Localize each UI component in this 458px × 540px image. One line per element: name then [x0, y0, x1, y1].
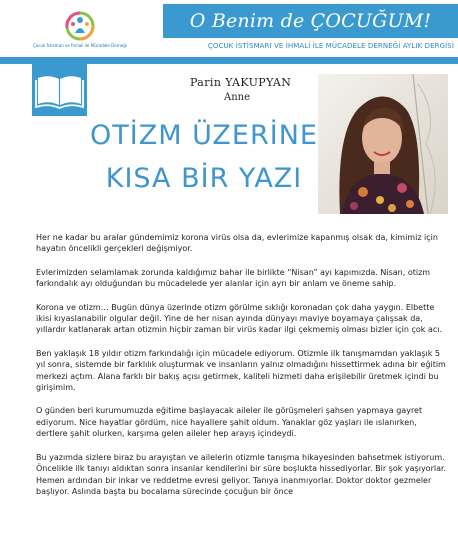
magazine-subtitle: ÇOCUK İSTİSMARI VE İHMALİ İLE MÜCADELE DERNEĞİ AYLIK DERGİSİ — [207, 42, 454, 50]
paragraph-5: O günden beri kurumumuzda eğitime başlayacak aileler ile görüşmeleri şahsen yapmaya gayret ediyorum. Nice hayatlar gördüm, nice hayallere şahit oldum. Yanaklar göz yaşları ile ıslanırken, dertlere şahit olurken, karşıma gelen aileler hep arayış içindeydi. — [36, 406, 423, 439]
open-book-icon — [32, 64, 87, 116]
author-name: Parin YAKUPYAN — [190, 76, 292, 89]
article-title-line-1: OTİZM ÜZERİNE — [90, 120, 318, 151]
author-role: Anne — [224, 92, 251, 103]
paragraph-4: Ben yaklaşık 18 yıldır otizm farkındalığı için mücadele ediyorum. Otizmle ilk tanışmamdan yaklaşık 5 yıl sonra, sistemde bir farklılık oluşturmak ve insanların yalnız olmadığını hissettirmek adına bir eğitim merkezi açtım. Alana farklı bir bakış açısı getirmek, kaliteli hizmeti daha erişilebilir üretmek içindi bu girişimim. — [36, 348, 446, 393]
paragraph-6: Bu yazımda sizlere biraz bu arayıştan ve ailelerin otizmle tanışma hikayesinden bahsetmek istiyorum. Öncelikle ilk tanıyı aldıktan sonra insanlar kendilerini bir süre boşlukta hissediyorlar. Bir şok yaşıyorlar. Hemen ardından bir inkar ve reddetme evresi geliyor. Tanıya inanmıyorlar. Doktor doktor gezmeler başlıyor. Aslında başta bu bocalama sürecinde çocuğun bir önce — [36, 452, 447, 496]
logo-text: Çocuk İstismarı ve İhmali ile Mücadele Derneği — [33, 43, 127, 48]
paragraph-1: Her ne kadar bu aralar gündemimiz korona virüs olsa da, evlerimize kapanmış olsak da, kimimiz için hayatın öncelikli gerçekleri değişmiyor. — [36, 233, 438, 254]
paragraph-3: Korona ve otizm… Bugün dünya üzerinde otizm görülme sıklığı koronadan çok daha yaygın. Elbette ikisi kıyaslanabilir olgular değil. Yine de her nisan ayında dünyayı maviye boyamaya çalışsak da, yıllardır katlanarak artan otizmin hiçbir zaman bir virüs kadar ilgi çekmemiş olması bizler için çok acı. — [36, 302, 443, 335]
magazine-title: O Benim de ÇOCUĞUM! — [189, 10, 432, 32]
paragraph-2: Evlerimizden selamlamak zorunda kaldığımız bahar ile birlikte “Nisan” ayı kapımızda. Nisan, otizm farkındalık ayı olduğundan bu mücadelede yer alanlar için ayrı bir anlam ve öneme sahip. — [36, 267, 431, 289]
header-banner — [163, 4, 458, 38]
article-body — [36, 232, 448, 509]
association-logo — [55, 8, 105, 48]
article-title-line-2: KISA BİR YAZI — [105, 163, 303, 194]
author-photo — [318, 74, 448, 214]
header-rule — [0, 57, 458, 64]
